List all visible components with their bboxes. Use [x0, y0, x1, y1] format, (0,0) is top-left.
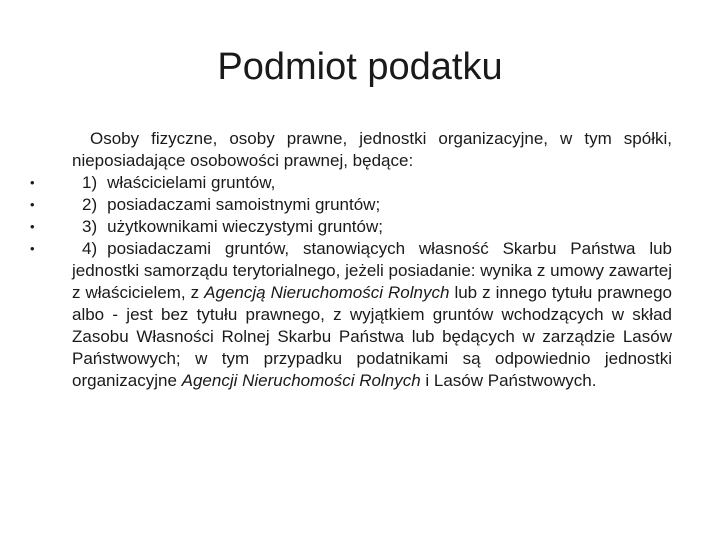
- bullet-icon: •: [30, 219, 35, 234]
- item-text: właścicielami gruntów,: [107, 173, 276, 192]
- item-text-part: lub z innego tytułu prawnego albo - jest bez tytułu prawnego, z wyjątkiem gruntów wchodzących w skład Zasobu Własności Rolnej Skarbu Państwa lub będących w zarządzie Lasów Państwowych; w tym przypadku podatnikami są odpowiednio jednostki organizacyjne: [72, 283, 673, 390]
- bullet-icon: •: [30, 241, 35, 256]
- intro-paragraph: Osoby fizyczne, osoby prawne, jednostki organizacyjne, w tym spółki, nieposiadające osobowości prawnej, będące:: [72, 129, 672, 170]
- bullet-icon: •: [30, 197, 35, 212]
- item-text-part: i Lasów Państwowych.: [420, 371, 597, 390]
- item-number: 4): [82, 239, 98, 258]
- list-item-4: [30, 238, 673, 392]
- item-number: 2): [82, 195, 98, 214]
- list-item-1: [30, 172, 672, 194]
- item-text-part: posiadaczami gruntów, stanowiących własność Skarbu Państwa lub jednostki samorządu terytorialnego, jeżeli posiadanie: wynika z umowy zawartej z właścicielem, z: [72, 239, 673, 302]
- agency-name-emphasis: Agencji Nieruchomości Rolnych: [181, 371, 421, 390]
- page-title: Podmiot podatku: [217, 46, 503, 88]
- list-item-3: [30, 216, 672, 238]
- item-number: 1): [82, 173, 98, 192]
- agency-name-emphasis: Agencją Nieruchomości Rolnych: [204, 283, 450, 302]
- bullet-icon: •: [30, 175, 35, 190]
- item-number: 3): [82, 217, 98, 236]
- list-item-2: [30, 194, 672, 216]
- item-text: użytkownikami wieczystymi gruntów;: [107, 217, 383, 236]
- item-text: posiadaczami samoistnymi gruntów;: [107, 195, 381, 214]
- slide-body: [30, 128, 673, 392]
